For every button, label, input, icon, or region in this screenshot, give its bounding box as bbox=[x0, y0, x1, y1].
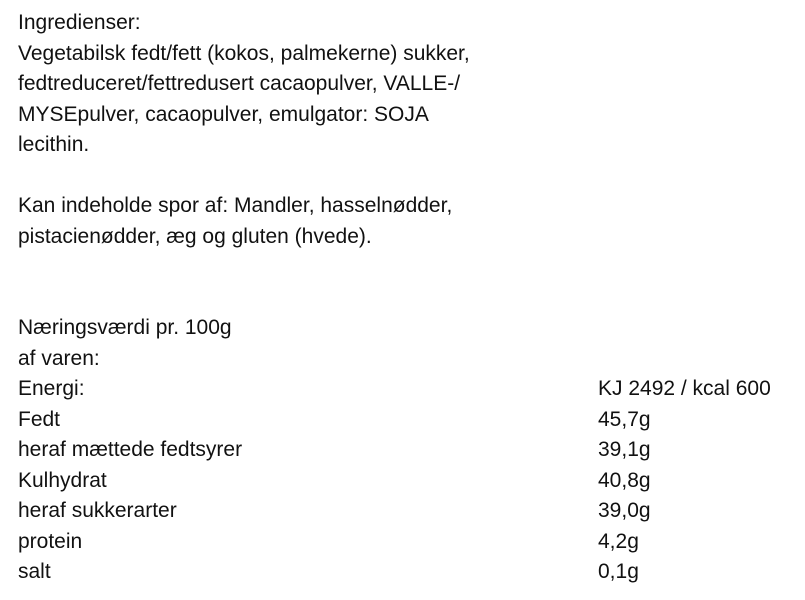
nutrition-heading: Næringsværdi pr. 100g bbox=[18, 316, 232, 339]
nutrition-row-protein bbox=[18, 527, 788, 558]
nutrition-heading: af varen: bbox=[18, 346, 100, 370]
ingredients-line: fedtreduceret/fettredusert cacaopulver, VALLE-/ bbox=[18, 72, 461, 95]
nutrition-row-saturated-fat bbox=[18, 435, 788, 466]
nutrition-row-energy bbox=[18, 374, 788, 405]
section-spacer bbox=[18, 161, 788, 192]
nutrition-value: 40,8g bbox=[598, 468, 651, 492]
ingredients-line: lecithin. bbox=[18, 133, 90, 156]
nutrition-row-sugars bbox=[18, 496, 788, 527]
nutrition-value: 39,0g bbox=[598, 499, 651, 522]
nutrition-label: Kulhydrat bbox=[18, 468, 107, 492]
nutrition-row-salt bbox=[18, 557, 788, 588]
nutrition-label: Fedt bbox=[18, 407, 61, 431]
nutrition-value: 45,7g bbox=[598, 407, 651, 431]
nutrition-row-carbohydrate bbox=[18, 466, 788, 497]
nutrition-value: KJ 2492 / kcal 600 bbox=[598, 377, 771, 400]
ingredients-heading: Ingredienser: bbox=[18, 11, 141, 34]
nutrition-label: salt bbox=[18, 560, 51, 583]
nutrition-table bbox=[18, 374, 788, 588]
allergens-line: Kan indeholde spor af: Mandler, hasselnødder, bbox=[18, 194, 453, 217]
nutrition-label: protein bbox=[18, 529, 83, 553]
nutrition-label: heraf sukkerarter bbox=[18, 499, 177, 522]
nutrition-value: 39,1g bbox=[598, 438, 651, 461]
nutrition-value: 4,2g bbox=[598, 529, 639, 553]
nutrition-row-fat bbox=[18, 405, 788, 436]
allergens-line: pistacienødder, æg og gluten (hvede). bbox=[18, 224, 372, 248]
nutrition-value: 0,1g bbox=[598, 560, 639, 583]
ingredients-line: MYSEpulver, cacaopulver, emulgator: SOJA bbox=[18, 102, 429, 126]
section-spacer bbox=[18, 252, 788, 313]
nutrition-label: heraf mættede fedtsyrer bbox=[18, 438, 243, 461]
ingredients-line: Vegetabilsk fedt/fett (kokos, palmekerne) sukker, bbox=[18, 41, 470, 65]
product-label-document bbox=[18, 8, 788, 588]
nutrition-label: Energi: bbox=[18, 377, 85, 400]
